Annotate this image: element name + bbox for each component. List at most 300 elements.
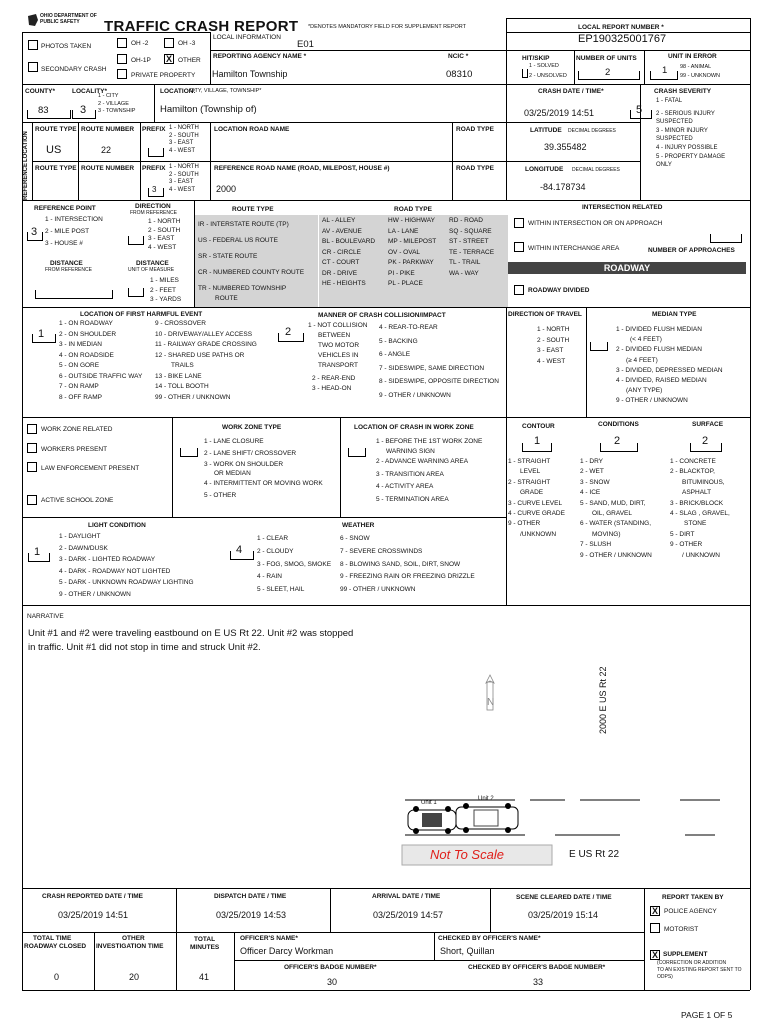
weather-header: WEATHER [342, 522, 375, 529]
cleared-label: SCENE CLEARED DATE / TIME [516, 894, 612, 901]
route-type-opt-route: ROUTE [215, 295, 238, 302]
within-interchange-label: WITHIN INTERCHANGE AREA [528, 245, 620, 252]
hit-skip-opt2: 2 - UNSOLVED [529, 73, 567, 79]
harmful-opt-12: 12 - SHARED USE PATHS OR [155, 351, 245, 359]
surface-opt-4b: STONE [684, 520, 707, 528]
minutes-label: MINUTES [190, 944, 220, 951]
ncic-value: 08310 [446, 69, 473, 80]
wz-type-opt-1: 1 - LANE CLOSURE [204, 438, 264, 445]
other-time-label: OTHER [122, 935, 145, 942]
unit1-label: Unit 1 [421, 800, 437, 806]
longitude-value: -84.178734 [540, 182, 586, 192]
road-type-rd: RD - ROAD [449, 217, 483, 224]
manner-opt-1e: TRANSPORT [318, 362, 358, 369]
conditions-opt-6b: MOVING) [592, 530, 621, 538]
conditions-opt-1: 1 - DRY [580, 458, 603, 465]
agency-logo-text: OHIO DEPARTMENT OF PUBLIC SAFETY [40, 13, 97, 25]
manner-opt-4: 4 - REAR-TO-REAR [379, 324, 438, 331]
manner-value: 2 [285, 326, 292, 338]
locality-value: 3 [80, 104, 87, 116]
road-type-sq: SQ - SQUARE [449, 227, 492, 235]
law-enforcement-label: LAW ENFORCEMENT PRESENT [41, 465, 140, 472]
local-report-number: EP190325001767 [578, 33, 667, 45]
harmful-opt-1: 1 - ON ROADWAY [59, 320, 113, 327]
report-taken-label: REPORT TAKEN BY [662, 894, 724, 901]
ref-prefix-label: PREFIX [142, 165, 166, 172]
supplement-checkbox[interactable]: X [651, 950, 658, 960]
roadway-banner: ROADWAY [508, 262, 746, 274]
ref-prefix-opt-2: 2 - SOUTH [169, 171, 199, 178]
latitude-label: LATITUDE [530, 127, 562, 134]
side-label-reference: REFERENCE [23, 162, 29, 200]
police-agency-checkbox[interactable]: X [651, 906, 658, 916]
road-type-he: HE - HEIGHTS [322, 280, 366, 287]
photos-taken-checkbox[interactable] [28, 40, 38, 50]
surface-opt-9: 9 - OTHER [670, 541, 703, 549]
county-value: 83 [38, 105, 49, 116]
weather-opt-99: 99 - OTHER / UNKNOWN [340, 586, 416, 594]
contour-opt-2: 2 - STRAIGHT [508, 478, 551, 486]
conditions-opt-9: 9 - OTHER / UNKNOWN [580, 551, 652, 559]
direction-opt-2: 2 - SOUTH [148, 226, 181, 234]
wz-type-opt-4: 4 - INTERMITTENT OR MOVING WORK [204, 480, 323, 487]
hit-skip-opt1: 1 - SOLVED [529, 63, 559, 69]
officer-name-value: Officer Darcy Workman [240, 946, 334, 956]
reporting-agency-value: Hamilton Township [212, 69, 288, 79]
road-type-la: LA - LANE [388, 227, 419, 235]
road-type-ct: CT - COURT [322, 259, 360, 266]
severity-value: 5 [636, 104, 643, 116]
harmful-opt-11: 11 - RAILWAY GRADE CROSSING [155, 341, 257, 348]
harmful-opt-4: 4 - ON ROADSIDE [59, 351, 114, 359]
dir-travel-opt-4: 4 - WEST [537, 357, 566, 365]
wz-loc-header: LOCATION OF CRASH IN WORK ZONE [354, 424, 474, 431]
road-label: E US Rt 22 [569, 849, 620, 860]
num-units-value: 2 [605, 67, 611, 78]
wz-loc-opt-3: 3 - TRANSITION AREA [376, 470, 444, 478]
distance-unit-opt-3: 3 - YARDS [150, 296, 182, 303]
conditions-opt-2: 2 - WET [580, 468, 604, 476]
roadway-closed-value: 0 [54, 972, 60, 982]
contour-value: 1 [534, 435, 541, 447]
severity-opt-4: 4 - INJURY POSSIBLE [656, 144, 718, 151]
light-opt-4: 4 - DARK - ROADWAY NOT LIGHTED [59, 567, 171, 575]
supplement-note-1: (CORRECTION OR ADDITION [657, 960, 727, 966]
total-time-label: TOTAL TIME [33, 935, 72, 942]
manner-opt-2: 2 - REAR-END [312, 375, 356, 382]
ref-route-type-label: ROUTE TYPE [35, 165, 77, 172]
active-school-checkbox[interactable] [27, 495, 37, 505]
distance-unit-opt-1: 1 - MILES [150, 277, 179, 284]
within-intersection-checkbox[interactable] [514, 218, 524, 228]
median-opt-1b: (< 4 FEET) [630, 336, 662, 344]
manner-opt-6: 6 - ANGLE [379, 351, 411, 358]
weather-opt-9: 9 - FREEZING RAIN OR FREEZING DRIZZLE [340, 573, 475, 581]
crash-date-value: 03/25/2019 14:51 [524, 108, 595, 118]
route-type-header: ROUTE TYPE [232, 206, 274, 213]
manner-opt-5: 5 - BACKING [379, 337, 418, 345]
harmful-value: 1 [38, 328, 45, 340]
longitude-label: LONGITUDE [525, 166, 564, 173]
weather-opt-6: 6 - SNOW [340, 535, 370, 542]
locality-label: LOCALITY* [72, 88, 108, 95]
odps-logo [26, 12, 102, 34]
unit1-car-icon [408, 806, 456, 834]
surface-header: SURFACE [692, 421, 724, 428]
wz-type-header: WORK ZONE TYPE [222, 424, 282, 431]
surface-value: 2 [702, 435, 709, 447]
narrative-label: NARRATIVE [27, 613, 64, 620]
surface-opt-2c: ASPHALT [682, 489, 712, 497]
workers-present-label: WORKERS PRESENT [41, 446, 108, 453]
badge-label: OFFICER'S BADGE NUMBER* [284, 964, 377, 971]
prefix-opt-1: 1 - NORTH [169, 125, 199, 131]
route-type-value: US [46, 144, 62, 156]
harmful-opt-7: 7 - ON RAMP [59, 383, 99, 390]
num-approaches-label: NUMBER OF APPROACHES [648, 247, 735, 254]
wz-type-opt-2: 2 - LANE SHIFT/ CROSSOVER [204, 450, 297, 457]
median-opt-1: 1 - DIVIDED FLUSH MEDIAN [616, 326, 702, 333]
narrative-line-1: Unit #1 and #2 were traveling eastbound on E US Rt 22. Unit #2 was stopped [28, 628, 354, 639]
mandatory-note: *DENOTES MANDATORY FIELD FOR SUPPLEMENT REPORT [308, 24, 467, 30]
dir-travel-opt-2: 2 - SOUTH [537, 336, 570, 344]
light-value: 1 [34, 546, 41, 558]
local-info-label: LOCAL INFORMATION [213, 34, 281, 41]
manner-opt-7: 7 - SIDESWIPE, SAME DIRECTION [379, 364, 485, 372]
surface-opt-2: 2 - BLACKTOP, [670, 468, 715, 476]
median-header: MEDIAN TYPE [652, 311, 697, 318]
other-label: OTHER [178, 57, 201, 64]
direction-opt-1: 1 - NORTH [148, 218, 181, 225]
conditions-opt-4: 4 - ICE [580, 489, 601, 497]
road-type-label: ROAD TYPE [456, 126, 494, 133]
latitude-value: 39.355482 [544, 142, 587, 152]
law-enforcement-checkbox[interactable] [27, 462, 37, 472]
median-opt-4b: (ANY TYPE) [626, 387, 663, 395]
dir-travel-opt-3: 3 - EAST [537, 347, 564, 354]
intersection-related-label: INTERSECTION RELATED [582, 204, 663, 211]
motorist-label: MOTORIST [664, 926, 699, 933]
harmful-opt-6: 6 - OUTSIDE TRAFFIC WAY [59, 372, 143, 380]
checked-by-value: Short, Quillan [440, 946, 495, 956]
private-property-label: PRIVATE PROPERTY [131, 72, 196, 79]
locality-opt-3: 3 - TOWNSHIP [98, 108, 136, 114]
distance-label: DISTANCE [50, 260, 83, 267]
total-label: TOTAL [194, 936, 216, 943]
road-type-pl: PL - PLACE [388, 280, 423, 287]
road-type-hw: HW - HIGHWAY [388, 217, 435, 224]
harmful-opt-5: 5 - ON GORE [59, 362, 100, 369]
road-type-st: ST - STREET [449, 238, 489, 245]
harmful-opt-13: 13 - BIKE LANE [155, 372, 202, 380]
investigation-value: 20 [129, 972, 140, 982]
side-label-location: LOCATION [23, 126, 30, 162]
severity-label: CRASH SEVERITY [654, 88, 712, 95]
road-type-te: TE - TERRACE [449, 248, 495, 256]
ref-route-number-label: ROUTE NUMBER [81, 165, 135, 172]
route-type-opt-us: US - FEDERAL US ROUTE [198, 237, 278, 244]
route-type-opt-sr: SR - STATE ROUTE [198, 253, 258, 260]
harmful-opt-9: 9 - CROSSOVER [155, 320, 206, 327]
arrival-label: ARRIVAL DATE / TIME [372, 893, 441, 900]
unit-error-opt2: 99 - UNKNOWN [680, 73, 721, 79]
work-zone-related-label: WORK ZONE RELATED [41, 426, 113, 433]
harmful-opt-99: 99 - OTHER / UNKNOWN [155, 393, 231, 401]
reported-value: 03/25/2019 14:51 [58, 910, 129, 920]
route-type-opt-cr: CR - NUMBERED COUNTY ROUTE [198, 269, 305, 276]
ref-prefix-opt-4: 4 - WEST [169, 186, 196, 193]
route-number-value: 22 [101, 145, 112, 155]
oh1p-checkbox[interactable] [117, 54, 127, 64]
supplement-note-2: TO AN EXISTING REPORT SENT TO [657, 967, 742, 973]
weather-opt-2: 2 - CLOUDY [257, 547, 294, 555]
harmful-opt-14: 14 - TOLL BOOTH [155, 383, 209, 390]
oh3-label: OH -3 [178, 40, 196, 47]
within-interchange-checkbox[interactable] [514, 242, 524, 252]
severity-opt-2: 2 - SERIOUS INJURY SUSPECTED [656, 110, 715, 126]
surface-opt-9b: / UNKNOWN [682, 551, 720, 559]
surface-opt-1: 1 - CONCRETE [670, 458, 716, 465]
light-header: LIGHT CONDITION [88, 522, 146, 529]
conditions-opt-5b: OIL, GRAVEL [592, 510, 632, 518]
harmful-header: LOCATION OF FIRST HARMFUL EVENT [80, 311, 203, 318]
hit-skip-label: HIT/SKIP [522, 55, 550, 62]
supplement-note-3: ODPS) [657, 974, 673, 980]
median-opt-3: 3 - DIVIDED, DEPRESSED MEDIAN [616, 366, 723, 374]
weather-opt-4: 4 - RAIN [257, 573, 282, 581]
severity-opt-5: 5 - PROPERTY DAMAGE ONLY [656, 153, 726, 169]
unit2-label: Unit 2 [478, 796, 494, 802]
contour-opt-2b: GRADE [520, 489, 544, 497]
latitude-hint: DECIMAL DEGREES [568, 128, 616, 134]
ncic-label: NCIC * [448, 53, 469, 60]
road-type-cr: CR - CIRCLE [322, 248, 362, 256]
direction-sub: FROM REFERENCE [130, 210, 177, 216]
other-checkbox[interactable]: X [165, 54, 172, 64]
ref-point-label: REFERENCE POINT [34, 205, 96, 212]
surface-opt-2b: BITUMINOUS, [682, 478, 725, 486]
location-value: Hamilton (Township of) [160, 104, 257, 115]
num-units-label: NUMBER OF UNITS [576, 55, 637, 62]
road-vertical-label: 2000 E US Rt 22 [598, 666, 608, 734]
contour-opt-3: 3 - CURVE LEVEL [508, 499, 563, 507]
wz-loc-opt-1: 1 - BEFORE THE 1ST WORK ZONE [376, 438, 483, 445]
ref-point-opt-2: 2 - MILE POST [45, 228, 90, 235]
conditions-opt-5: 5 - SAND, MUD, DIRT, [580, 499, 646, 507]
contour-opt-9b: /UNKNOWN [520, 530, 557, 538]
distance-unit-sub: UNIT OF MEASURE [128, 267, 175, 273]
road-type-mp: MP - MILEPOST [388, 238, 437, 245]
narrative-line-2: in traffic. Unit #1 did not stop in time and struck Unit #2. [28, 642, 261, 653]
prefix-opt-3: 3 - EAST [169, 140, 194, 146]
surface-opt-3: 3 - BRICK/BLOCK [670, 499, 724, 507]
reference-road-label: REFERENCE ROAD NAME (ROAD, MILEPOST, HOUSE #) [214, 165, 390, 172]
wz-loc-opt-4: 4 - ACTIVITY AREA [376, 483, 434, 490]
road-type-al: AL - ALLEY [322, 217, 356, 224]
dispatch-value: 03/25/2019 14:53 [216, 910, 287, 920]
prefix-opt-4: 4 - WEST [169, 147, 196, 154]
officer-name-label: OFFICER'S NAME* [240, 935, 298, 942]
oh2-label: OH -2 [131, 40, 149, 47]
form-title: TRAFFIC CRASH REPORT [104, 18, 299, 35]
checked-badge-value: 33 [533, 977, 544, 987]
locality-opt-1: 1 - CITY [98, 93, 119, 99]
severity-opt-1: 1 - FATAL [656, 98, 683, 104]
ref-point-opt-1: 1 - INTERSECTION [45, 216, 103, 223]
unit-error-label: UNIT IN ERROR [668, 53, 717, 60]
total-minutes-value: 41 [199, 972, 210, 982]
not-to-scale-label: Not To Scale [430, 847, 504, 862]
harmful-opt-8: 8 - OFF RAMP [59, 393, 102, 401]
secondary-crash-checkbox[interactable] [28, 62, 38, 72]
conditions-header: CONDITIONS [598, 421, 639, 428]
light-opt-2: 2 - DAWN/DUSK [59, 544, 108, 552]
route-type-opt-tr: TR - NUMBERED TOWNSHIP [198, 285, 287, 292]
investigation-label: INVESTIGATION TIME [96, 943, 164, 950]
median-opt-4: 4 - DIVIDED, RAISED MEDIAN [616, 377, 707, 385]
ref-road-type-label: ROAD TYPE [456, 165, 494, 172]
route-number-label: ROUTE NUMBER [81, 126, 135, 133]
route-type-opt-ir: IR - INTERSTATE ROUTE (TP) [198, 221, 289, 228]
road-type-tl: TL - TRAIL [449, 259, 481, 266]
roadway-divided-checkbox[interactable] [514, 285, 524, 295]
location-road-label: LOCATION ROAD NAME [214, 126, 290, 133]
manner-opt-3: 3 - HEAD-ON [312, 385, 352, 392]
light-opt-9: 9 - OTHER / UNKNOWN [59, 590, 131, 598]
checked-by-label: CHECKED BY OFFICER'S NAME* [438, 935, 541, 942]
contour-opt-1b: LEVEL [520, 468, 541, 476]
location-label: LOCATION: [160, 88, 196, 95]
road-type-ov: OV - OVAL [388, 248, 421, 256]
direction-opt-4: 4 - WEST [148, 243, 177, 251]
weather-opt-7: 7 - SEVERE CROSSWINDS [340, 547, 423, 555]
harmful-opt-12b: TRAILS [171, 362, 194, 369]
oh3-checkbox[interactable] [164, 38, 174, 48]
north-letter: N [487, 697, 495, 708]
conditions-opt-6: 6 - WATER (STANDING, [580, 520, 652, 528]
manner-opt-1d: VEHICLES IN [318, 352, 359, 359]
prefix-label: PREFIX [142, 126, 166, 133]
county-label: COUNTY* [25, 88, 55, 95]
ref-prefix-opt-1: 1 - NORTH [169, 164, 199, 170]
dir-travel-header: DIRECTION OF TRAVEL [508, 311, 582, 318]
manner-header: MANNER OF CRASH COLLISION/IMPACT [318, 312, 446, 319]
manner-opt-1: 1 - NOT COLLISION [308, 322, 368, 329]
reporting-agency-label: REPORTING AGENCY NAME * [213, 53, 307, 60]
direction-label: DIRECTION [135, 203, 171, 210]
road-type-header: ROAD TYPE [394, 206, 432, 213]
light-opt-3: 3 - DARK - LIGHTED ROADWAY [59, 556, 156, 564]
contour-opt-1: 1 - STRAIGHT [508, 458, 551, 465]
harmful-opt-3: 3 - IN MEDIAN [59, 341, 102, 348]
weather-opt-5: 5 - SLEET, HAIL [257, 586, 305, 594]
manner-opt-1b: BETWEEN [318, 332, 351, 339]
road-type-bl: BL - BOULEVARD [322, 238, 376, 245]
road-type-wa: WA - WAY [449, 269, 479, 277]
cleared-value: 03/25/2019 15:14 [528, 910, 599, 920]
weather-value: 4 [236, 544, 243, 556]
light-opt-5: 5 - DARK - UNKNOWN ROADWAY LIGHTING [59, 579, 194, 587]
unit-error-value: 1 [662, 65, 668, 76]
badge-value: 30 [327, 977, 338, 987]
secondary-crash-label: SECONDARY CRASH [41, 66, 107, 73]
median-opt-9: 9 - OTHER / UNKNOWN [616, 397, 688, 405]
private-property-checkbox[interactable] [117, 69, 127, 79]
workers-present-checkbox[interactable] [27, 443, 37, 453]
conditions-opt-3: 3 - SNOW [580, 478, 610, 486]
wz-loc-opt-1b: WARNING SIGN [386, 447, 435, 455]
distance-sub: FROM REFERENCE [45, 267, 92, 273]
road-type-pk: PK - PARKWAY [388, 259, 434, 266]
light-opt-1: 1 - DAYLIGHT [59, 533, 101, 540]
harmful-opt-10: 10 - DRIVEWAY/ALLEY ACCESS [155, 330, 253, 338]
work-zone-related-checkbox[interactable] [27, 424, 37, 434]
oh1p-label: OH-1P [131, 57, 151, 64]
roadway-closed-label: ROADWAY CLOSED [24, 943, 87, 950]
prefix-opt-2: 2 - SOUTH [169, 132, 199, 139]
wz-type-opt-3: 3 - WORK ON SHOULDER [204, 461, 284, 468]
supplement-label: SUPPLEMENT [663, 951, 708, 958]
checked-badge-label: CHECKED BY OFFICER'S BADGE NUMBER* [468, 964, 606, 971]
contour-opt-9: 9 - OTHER [508, 520, 541, 528]
reported-label: CRASH REPORTED DATE / TIME [42, 893, 143, 900]
ref-point-opt-3: 3 - HOUSE # [45, 240, 83, 247]
local-report-label: LOCAL REPORT NUMBER * [578, 24, 664, 31]
median-opt-2b: (≥ 4 FEET) [626, 356, 658, 364]
photos-taken-label: PHOTOS TAKEN [41, 43, 92, 50]
manner-opt-9: 9 - OTHER / UNKNOWN [379, 391, 451, 399]
location-hint: CITY, VILLAGE, TOWNSHIP* [189, 88, 262, 94]
weather-opt-8: 8 - BLOWING SAND, SOIL, DIRT, SNOW [340, 560, 461, 568]
local-info-value: E01 [297, 39, 314, 50]
ref-prefix-value: 3 [152, 185, 157, 194]
arrival-value: 03/25/2019 14:57 [373, 910, 444, 920]
median-opt-2: 2 - DIVIDED FLUSH MEDIAN [616, 346, 702, 354]
weather-opt-1: 1 - CLEAR [257, 535, 289, 542]
reference-road-value: 2000 [216, 184, 237, 194]
wz-type-opt-5: 5 - OTHER [204, 492, 237, 499]
wz-type-opt-3b: OR MEDIAN [214, 470, 251, 477]
unit-error-opt1: 98 - ANIMAL [680, 64, 712, 70]
contour-opt-4: 4 - CURVE GRADE [508, 510, 565, 518]
wz-loc-opt-5: 5 - TERMINATION AREA [376, 495, 449, 503]
harmful-opt-2: 2 - ON SHOULDER [59, 330, 117, 338]
road-type-pi: PI - PIKE [388, 269, 415, 277]
manner-opt-8: 8 - SIDESWIPE, OPPOSITE DIRECTION [379, 378, 499, 385]
contour-header: CONTOUR [522, 423, 555, 430]
surface-opt-5: 5 - DIRT [670, 530, 695, 538]
dispatch-label: DISPATCH DATE / TIME [214, 893, 287, 900]
distance-unit-opt-2: 2 - FEET [150, 286, 177, 294]
route-type-label: ROUTE TYPE [35, 126, 77, 133]
distance-unit-label: DISTANCE [136, 260, 169, 267]
locality-opt-2: 2 - VILLAGE [98, 100, 129, 107]
ref-prefix-opt-3: 3 - EAST [169, 179, 194, 185]
conditions-value: 2 [614, 435, 621, 447]
road-type-dr: DR - DRIVE [322, 269, 358, 277]
active-school-label: ACTIVE SCHOOL ZONE [41, 497, 114, 504]
manner-opt-1c: TWO MOTOR [318, 342, 360, 349]
direction-opt-3: 3 - EAST [148, 235, 175, 242]
longitude-hint: DECIMAL DEGREES [572, 167, 620, 173]
surface-opt-4: 4 - SLAG , GRAVEL, [670, 510, 730, 518]
road-type-av: AV - AVENUE [322, 227, 362, 235]
motorist-checkbox[interactable] [650, 923, 660, 933]
within-intersection-label: WITHIN INTERSECTION OR ON APPROACH [528, 220, 663, 227]
oh2-checkbox[interactable] [117, 38, 127, 48]
roadway-divided-label: ROADWAY DIVIDED [528, 287, 590, 294]
weather-opt-3: 3 - FOG, SMOG, SMOKE [257, 560, 332, 568]
